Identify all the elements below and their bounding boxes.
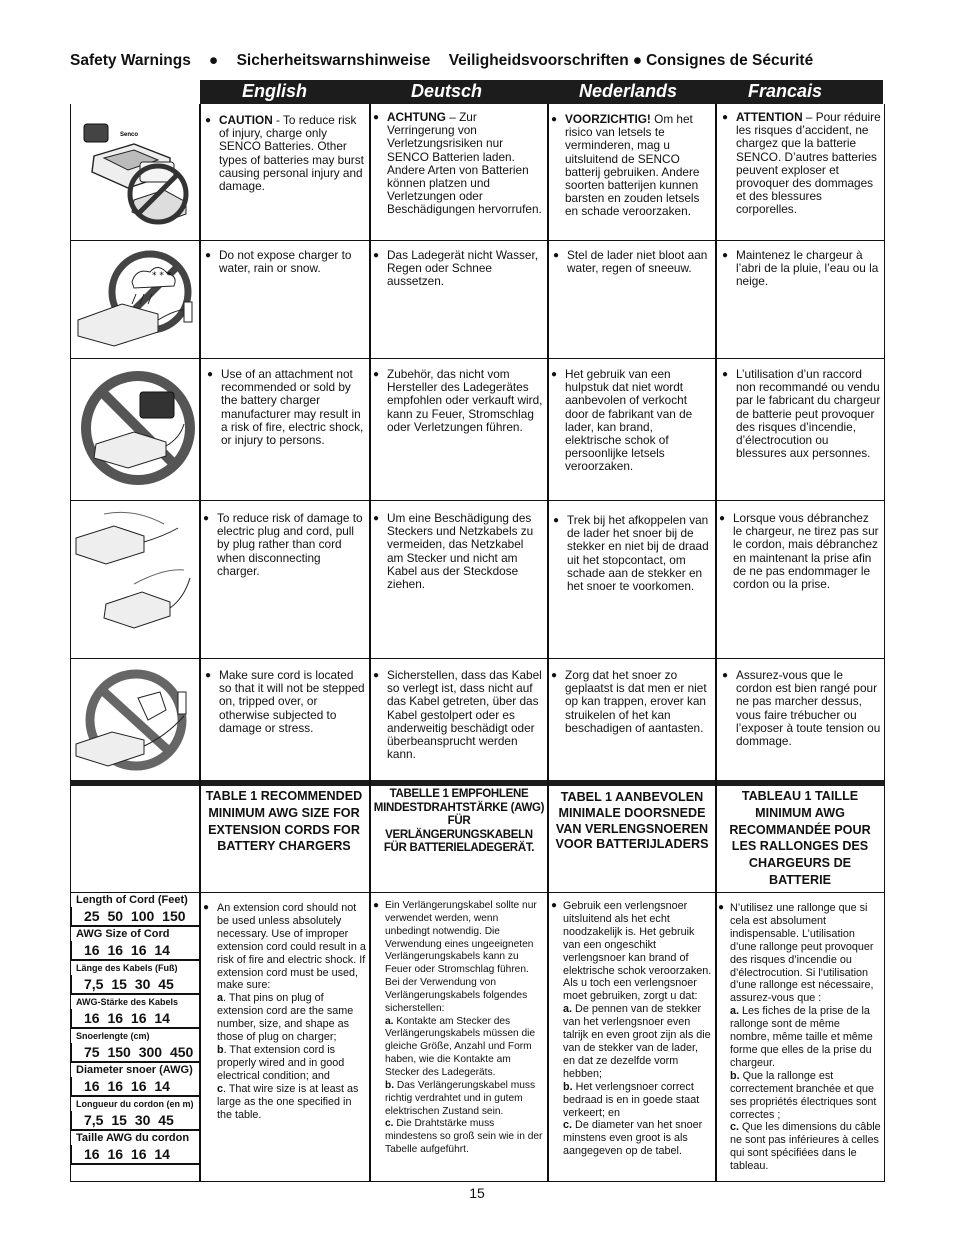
awg-row-values: 7,5 15 30 45 <box>71 1111 199 1131</box>
table-title-fr: TABLEAU 1 TAILLE MINIMUM AWG RECOMMANDÉE POUR LES RALLONGES DES CHARGEURS DE BATTERIE <box>729 789 871 887</box>
warning-de-1: ● ACHTUNG – Zur Verringerung von Verletzungsrisiken nur SENCO Batterien laden. Andere Arten von Batterien können platzen und Verletzungen oder Beschädigungen hervorrufen. <box>373 110 542 217</box>
extension-cord-en: ● An extension cord should not be used unless absolutely necessary. Use of improper extension cord could result in a risk of fire and electric shock. If extension cord must be used, make sure: a. That pins on plug of extension cord are the same number, size, and shape as those of plug on charger; b. That extension cord is properly wired and in good electrical condition; and c. That wire size is at least as large as the one specified in the table. <box>203 902 366 1121</box>
extension-cord-de: ● Ein Verlängerungskabel sollte nur verwendet werden, wenn unbedingt notwendig. Die Verwendung eines ungeeigneten Verlängerungskabels kann zu Feuer oder Stromschlag führen. Bei der Verwendung von Verlängerungskabels folgendes sicherstellen: a. Kontakte am Stecker des Verlängerungskabels müssen die gleiche Größe, Anzahl und Form haben, wie die Kontakte am Stecker des Ladegeräts. b. Das Verlängerungskabel muss richtig verdrahtet und in gutem elektrischen Zustand sein. c. Die Drahtstärke muss mindestens so groß sein wie in der Tabelle aufgeführt. <box>373 900 543 1156</box>
title-english: Safety Warnings <box>70 52 191 69</box>
warning-de-5: ● Sicherstellen, dass das Kabel so verlegt ist, dass nicht auf das Kabel getreten, über das Kabel gestolpert oder es anderweitig beschädigt oder überbeansprucht werden kann. <box>373 668 542 762</box>
lang-nederlands: Nederlands <box>579 81 678 101</box>
table-section-band <box>70 780 884 786</box>
awg-row-label: Länge des Kabels (Fuß) <box>76 963 178 973</box>
awg-row-values: 16 16 16 14 <box>71 1077 199 1097</box>
lang-francais: Francais <box>748 81 823 101</box>
attachment-warning-illustration <box>74 362 196 496</box>
row-divider <box>70 240 884 241</box>
svg-text:* * *: * * * <box>152 271 172 281</box>
table-title-en: TABLE 1 RECOMMENDED MINIMUM AWG SIZE FOR EXTENSION CORDS FOR BATTERY CHARGERS <box>205 789 363 854</box>
table-title-de: TABELLE 1 EMPFOHLENE MINDESTDRAHTSTÄRKE (AWG) FÜR VERLÄNGERUNGSKABELN FÜR BATTERIELADEGERÄT. <box>373 788 545 855</box>
extension-cord-nl: ● Gebruik een verlengsnoer uitsluitend als het echt noodzakelijk is. Het gebruik van een ongeschikt verlengsnoer kan brand of elektrische schok veroorzaken. Als u toch een verlengsnoer moet gebruiken, zorgt u dat: a. De pennen van de stekker van het verlengsnoer even talrijk en even groot zijn als die van de stekker van de lader, en dat ze dezelfde vorm hebben; b. Het verlengsnoer correct bedraad is en in goede staat verkeert; en c. De diameter van het snoer minstens even groot is als aangegeven op de tabel. <box>551 900 712 1158</box>
warning-fr-4: ● Lorsque vous débranchez le chargeur, ne tirez pas sur le cordon, mais débranchez en maintenant la prise afin de ne pas endommager le cordon ou la prise. <box>719 511 879 592</box>
column-divider <box>547 104 549 1182</box>
warning-de-3: ● Zubehör, das nicht vom Hersteller des Ladegerätes empfohlen oder verkauft wird, kann zu Feuer, Stromschlag oder Verletzungen führen. <box>373 367 543 434</box>
warning-en-3: ● Use of an attachment not recommended or sold by the battery charger manufacturer may result in a risk of fire, electric shock, or injury to persons. <box>207 367 364 448</box>
title-bullet: ● <box>632 52 643 69</box>
awg-row-values: 16 16 16 14 <box>71 1145 199 1165</box>
page-title <box>70 52 900 70</box>
awg-row-values: 25 50 100 150 <box>71 907 199 927</box>
row-divider <box>70 500 884 501</box>
unplug-by-plug-illustration <box>74 504 196 654</box>
column-divider <box>369 104 371 1182</box>
charger-battery-illustration <box>74 110 196 236</box>
warning-fr-2: ● Maintenez le chargeur à l’abri de la pluie, l’eau ou la neige. <box>722 248 879 289</box>
warning-nl-5: ● Zorg dat het snoer zo geplaatst is dat men er niet op kan trappen, erover kan struikelen of het kan beschadigen of aantasten. <box>551 668 707 735</box>
warning-nl-1: ● VOORZICHTIG! Om het risico van letsels te verminderen, mag u uitsluitend de SENCO batterij gebruiken. Andere soorten batterijen kunnen barsten en zouden letsels en schade veroorzaken. <box>551 112 700 219</box>
awg-row-label: Taille AWG du cordon <box>76 1132 190 1144</box>
awg-row-label: Diameter snoer (AWG) <box>76 1064 193 1076</box>
warning-fr-3: ● L’utilisation d’un raccord non recommandé ou vendu par le fabricant du chargeur de batterie peut provoquer des risques d’incendie, d’électrocution ou blessures aux personnes. <box>722 367 881 461</box>
warning-nl-4: ● Trek bij het afkoppelen van de lader het snoer bij de stekker en niet bij de draad uit het stopcontact, om schade aan de stekker en het snoer te voorkomen. <box>553 513 709 594</box>
title-dutch: Veiligheidsvoorschriften <box>448 52 629 69</box>
page-number: 15 <box>469 1185 485 1201</box>
warning-de-4: ● Um eine Beschädigung des Steckers und Netzkabels zu vermeiden, das Netzkabel am Stecker und nicht am Kabel aus der Steckdose ziehen. <box>373 511 534 592</box>
warning-en-1: ● CAUTION - To reduce risk of injury, charge only SENCO Batteries. Other types of batteries may burst causing personal injury and damage. <box>205 113 364 194</box>
column-divider <box>715 104 717 1182</box>
lang-english: English <box>242 81 308 101</box>
extension-cord-fr: ● N’utilisez une rallonge que si cela est absolument indispensable. L’utilisation d’une rallonge peut provoquer des risques d’incendie ou d’électrocution. Si l’utilisation d’une rallonge est nécessaire, assurez-vous que : a. Les fiches de la prise de la rallonge sont de même nombre, même taille et même forme que elles de la prise du chargeur. b. Que la rallonge est correctement branchée et que ses propriétés électriques sont correctes ; c. Que les dimensions du câble ne sont pas inférieures à celles qui sont spécifiées dans le tableau. <box>718 902 881 1173</box>
awg-row-label: Longueur du cordon (en m) <box>76 1099 194 1109</box>
awg-row-values: 7,5 15 30 45 <box>71 975 199 995</box>
warning-fr-1: ● ATTENTION – Pour réduire les risques d’accident, ne chargez que la batterie SENCO. D’autres batteries peuvent exploser et provoquer des dommages et des blessures corporelles. <box>722 110 881 217</box>
awg-row-values: 16 16 16 14 <box>71 1009 199 1029</box>
warning-fr-5: ● Assurez-vous que le cordon est bien rangé pour ne pas marcher dessus, vous faire trébucher ou l’exposer à toute tension ou dommage. <box>722 668 881 749</box>
warning-nl-3: ● Het gebruik van een hulpstuk dat niet wordt aanbevolen of verkocht door de fabrikant van de lader, kan brand, elektrische schok of persoonlijke letsels veroorzaken. <box>551 367 693 474</box>
table-title-nl: TABEL 1 AANBEVOLEN MINIMALE DOORSNEDE VAN VERLENGSNOEREN VOOR BATTERIJLADERS <box>555 790 709 852</box>
brand-label: Senco <box>120 132 139 138</box>
warning-de-2: ● Das Ladegerät nicht Wasser, Regen oder Schnee aussetzen. <box>373 248 539 289</box>
awg-row-label: Length of Cord (Feet) <box>76 894 188 906</box>
awg-row-values: 16 16 16 14 <box>71 941 199 961</box>
row-divider <box>70 658 884 659</box>
row-divider <box>70 1181 884 1182</box>
awg-row-label: AWG Size of Cord <box>76 928 170 940</box>
water-rain-snow-illustration <box>74 244 196 354</box>
cord-trip-hazard-illustration <box>74 662 196 776</box>
title-french: Consignes de Sécurité <box>646 52 814 69</box>
title-german: Sicherheitswarnshinweise <box>236 52 431 69</box>
warning-en-2: ● Do not expose charger to water, rain or snow. <box>205 248 352 276</box>
awg-row-label: Snoerlengte (cm) <box>76 1031 150 1041</box>
awg-row-values: 75 150 300 450 <box>71 1043 199 1063</box>
column-divider <box>199 104 201 1182</box>
warning-nl-2: ● Stel de lader niet bloot aan water, regen of sneeuw. <box>553 248 708 276</box>
awg-row-label: AWG-Stärke des Kabels <box>76 997 179 1007</box>
row-divider <box>70 358 884 359</box>
awg-size-table <box>71 893 199 1165</box>
warning-en-5: ● Make sure cord is located so that it will not be stepped on, tripped over, or otherwise subjected to damage or stress. <box>205 668 365 735</box>
title-bullet: ● <box>208 52 219 69</box>
warning-en-4: ● To reduce risk of damage to electric plug and cord, pull by plug rather than cord when disconnecting charger. <box>203 511 363 578</box>
lang-deutsch: Deutsch <box>411 81 483 101</box>
